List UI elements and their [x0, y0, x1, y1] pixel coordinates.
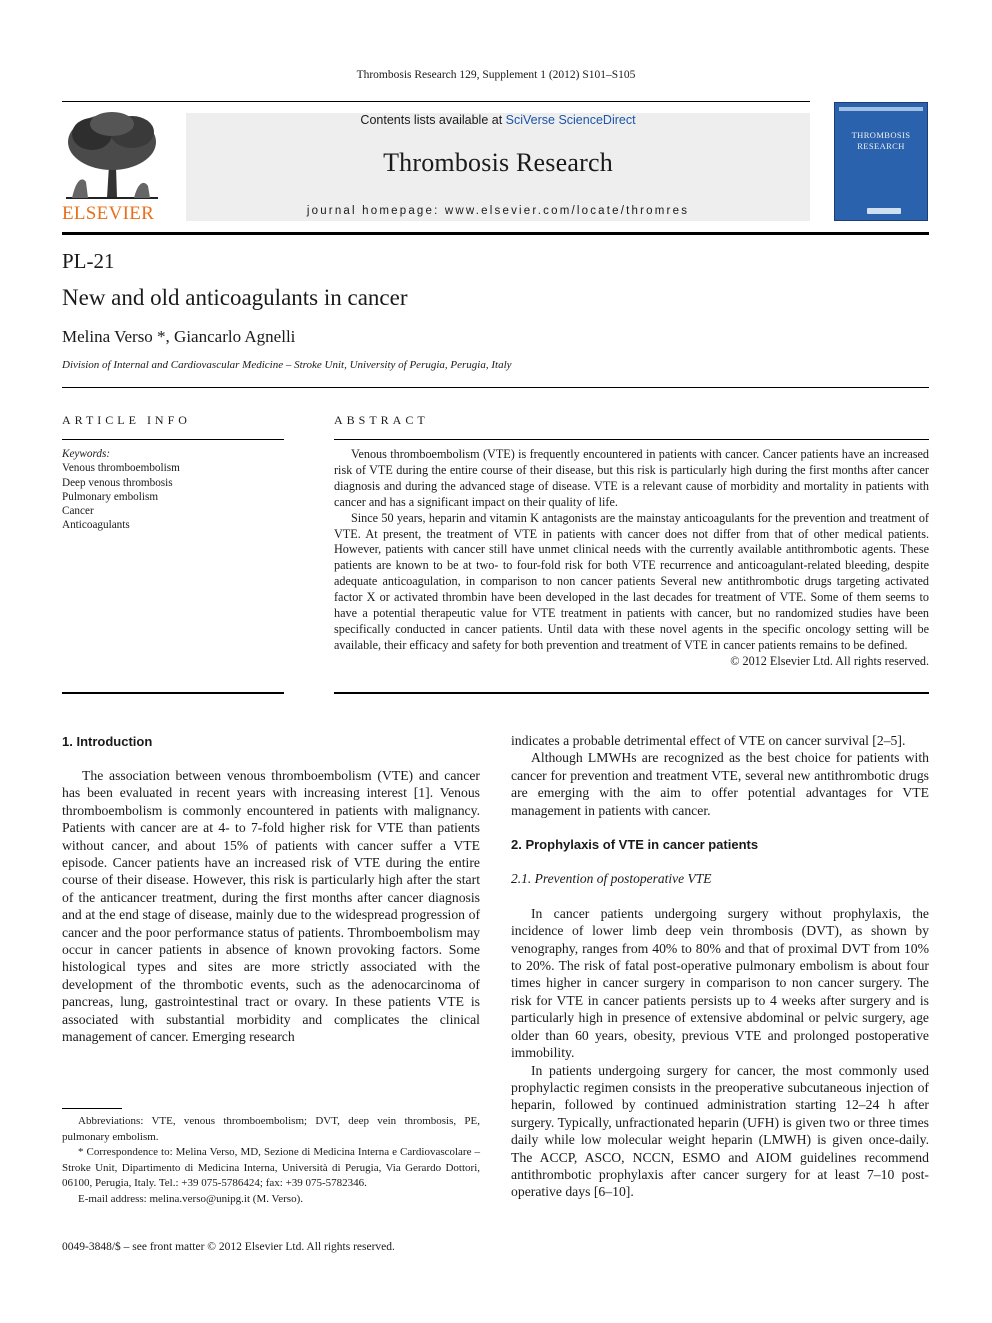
abstract-paragraph: Since 50 years, heparin and vitamin K antagonists are the mainstay anticoagulants for the prevention and treatment of VTE. At present, the treatment of VTE in patients with cancer does not differ from that of other medical patients. However, patients with cancer still have unmet clinical needs with the currently available antithrombotic agents. These patients are known to be at two- to four-fold risk for both VTE recurrence and anticoagulant-related bleeding, despite adequate anticoagulation, in comparison to non cancer patients Several new antithrombotic drugs targeting activated factor X or activated thrombin have been developed in the last decades for treatment of VTE. Some of them seems to have a potential therapeutic value for VTE treatment in patients with cancer, but no randomized studies have been specifically conducted in cancer patients. Until data with these novel agents in the specific oncology setting will be available, their efficacy and safety for both prevention and treatment of VTE in cancer patients remains to be defined.: [334, 510, 929, 652]
elsevier-tree-logo: [62, 110, 162, 202]
article-info-heading: ARTICLE INFO: [62, 413, 191, 427]
article-affiliation: Division of Internal and Cardiovascular Medicine – Stroke Unit, University of Perugia, Perugia, Italy: [62, 359, 512, 371]
keyword-item: Anticoagulants: [62, 519, 130, 532]
footnote-email[interactable]: E-mail address: melina.verso@unipg.it (M. Verso).: [78, 1192, 303, 1205]
section-2-heading: 2. Prophylaxis of VTE in cancer patients: [511, 837, 759, 853]
keyword-item: Pulmonary embolism: [62, 490, 159, 503]
header-top-rule: [62, 101, 810, 102]
keywords-label: Keywords:: [62, 448, 111, 460]
journal-cover-thumbnail: [834, 102, 928, 221]
keywords-block: [62, 447, 284, 533]
journal-title: Thrombosis Research: [383, 148, 613, 177]
prophylaxis-regimen-paragraph: In patients undergoing surgery for cancer, the most commonly used prophylactic regimen consists in the preoperative subcutaneous injection of heparin, followed by continued administration starting 12–24 h after surgery. Typically, unfractionated heparin (UFH) is given two or three times daily while low molecular weight heparin (LMWH) is given once-daily. The ACCP, ASCO, NCCN, ESMO and AIOM guidelines recommend antithrombotic prophylaxis after cancer surgery for at least 7–10 post-operative days [6–10].: [511, 1062, 929, 1200]
subsection-2-1-heading: 2.1. Prevention of postoperative VTE: [511, 871, 712, 887]
section-1-heading: 1. Introduction: [62, 734, 153, 749]
footnote-correspondence: * Correspondence to: Melina Verso, MD, Sezione di Medicina Interna e Cardiovascolare – Stroke Unit, Dipartimento di Medicina Interna, Università di Perugia, Via Gerardo Dottori, 06100, Perugia, Italy. Tel.: +39 075-5786424; fax: +39 075-5782346.: [62, 1146, 480, 1189]
continued-paragraph: indicates a probable detrimental effect of VTE on cancer survival [2–5].: [511, 733, 906, 748]
cover-strip: [839, 107, 923, 111]
cover-badge: [867, 208, 901, 214]
sciencedirect-link[interactable]: SciVerse ScienceDirect: [505, 113, 636, 127]
abstract-paragraph: Venous thromboembolism (VTE) is frequently encountered in patients with cancer. Cancer patients have an increased risk of VTE during the entire course of their disease, but this risk is particularly high during the first months after cancer diagnosis and during the advanced stage of disease. VTE is a relevant cause of morbidity and mortality in patients with cancer and has a significant impact on their quality of life.: [334, 447, 929, 509]
abstract-rule: [334, 439, 929, 440]
contents-line: [186, 113, 810, 127]
journal-homepage[interactable]: journal homepage: www.elsevier.com/locate/thromres: [306, 205, 690, 217]
footnotes: [62, 1114, 480, 1207]
footnote-abbreviations: Abbreviations: VTE, venous thromboembolism; DVT, deep vein thrombosis, PE, pulmonary embolism.: [62, 1115, 480, 1143]
left-column-text: [62, 767, 480, 1046]
abstract-heading: ABSTRACT: [334, 413, 429, 427]
article-info-rule: [62, 439, 284, 440]
keyword-item: Venous thromboembolism: [62, 462, 180, 475]
surgery-risk-paragraph: In cancer patients undergoing surgery without prophylaxis, the incidence of lower limb deep vein thrombosis (DVT), as shown by venography, ranges from 40% to 80% and that of proximal DVT from 10% to 20%. The risk of fatal post-operative pulmonary embolism is about four times higher in cancer surgery in comparison to non cancer surgery. The risk for VTE in cancer patients persists up to 4 weeks after surgery and is particularly high in presence of extensive abdominal or pelvic surgery, age older than 60 years, obesity, previous VTE and prolonged postoperative immobility.: [511, 905, 929, 1061]
cover-title: THROMBOSIS RESEARCH: [851, 130, 911, 151]
abstract-body: [334, 447, 929, 670]
keyword-item: Cancer: [62, 505, 94, 518]
lmwh-paragraph: Although LMWHs are recognized as the best choice for patients with cancer for prevention and treatment VTE, several new antithrombotic drugs are emerging with the aim to offer potential advantages for VTE management in patients with cancer.: [511, 750, 929, 818]
header-bottom-rule: [62, 232, 929, 235]
article-authors: Melina Verso *, Giancarlo Agnelli: [62, 327, 296, 346]
right-column-text: [511, 732, 929, 1201]
article-code: PL-21: [62, 249, 115, 273]
abstract-copyright: © 2012 Elsevier Ltd. All rights reserved.: [730, 653, 929, 668]
article-head-rule: [62, 387, 929, 388]
elsevier-wordmark: ELSEVIER: [62, 203, 155, 224]
footnote-rule: [62, 1108, 122, 1109]
contents-prefix: Contents lists available at: [360, 113, 506, 127]
journal-citation: Thrombosis Research 129, Supplement 1 (2012) S101–S105: [356, 69, 636, 81]
intro-paragraph: The association between venous thromboembolism (VTE) and cancer has been evaluated in recent years with increasing interest [1]. Venous thromboembolism is commonly encountered in patients with malignancy. Patients with cancer are at 4- to 7-fold higher risk for VTE than patients without cancer, and about 15% of patients with cancer suffer a VTE episode. Cancer patients have an increased risk of VTE during the entire course of their disease. However, this risk is particularly high after the start of the anticancer treatment, during the first months after cancer diagnosis and at the end stage of disease, mainly due to the widespread progression of cancer and the poor performance status of patients. Thromboembolism may occur in cancer patients in absence of known provoking factors. Some histological types and sites are more strictly associated with the development of the thrombotic events, such as the adenocarcinoma of pancreas, lung, gastrointestinal tract or ovary. In these patients VTE is associated with substantial morbidity and complicates the clinical management of cancer. Emerging research: [62, 768, 480, 1045]
front-matter-footer: 0049-3848/$ – see front matter © 2012 Elsevier Ltd. All rights reserved.: [62, 1241, 395, 1253]
keyword-item: Deep venous thrombosis: [62, 476, 173, 489]
article-info-bottom-rule: [62, 692, 284, 694]
abstract-bottom-rule: [334, 692, 929, 694]
article-title: New and old anticoagulants in cancer: [62, 285, 408, 310]
